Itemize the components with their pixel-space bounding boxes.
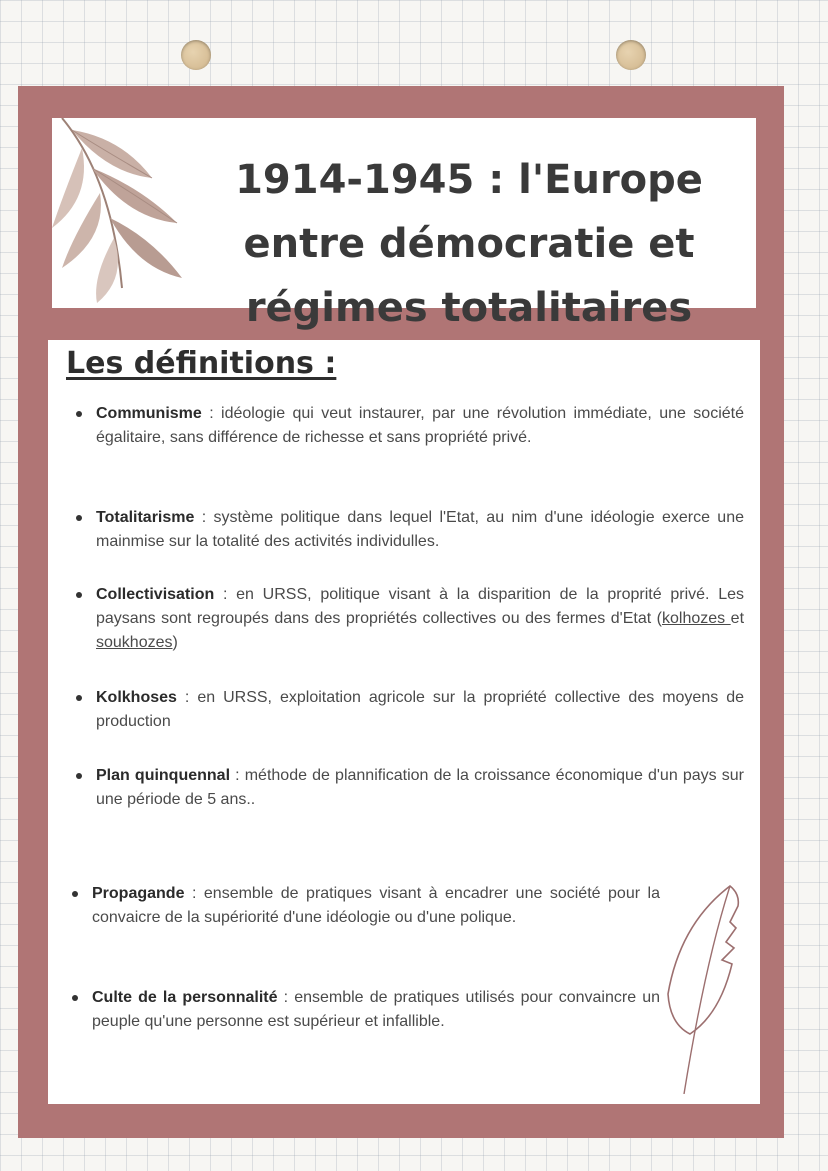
definition-term: Culte de la personnalité [92,989,278,1006]
bullet-icon [72,995,78,1001]
definition-item [92,986,660,1034]
definition-term: Totalitarisme [96,509,195,526]
definition-text: : en URSS, exploitation agricole sur la propriété collective des moyens de production [96,689,744,730]
binder-hole-left [181,40,211,70]
card-frame [18,86,784,1138]
feather-icon [660,884,750,1094]
definition-text: : en URSS, politique visant à la disparition de la proprité privé. Les paysans sont regroupés dans des propriétés collectives ou des fermes d'Etat ( [96,586,744,627]
definition-underlined: kolhozes [662,610,731,627]
definition-term: Propagande [92,885,185,902]
section-title: Les définitions : [66,346,337,381]
bullet-icon [76,773,82,779]
definition-text: et [730,610,745,627]
title-box [52,118,756,331]
definition-item [96,506,744,554]
definition-term: Communisme [96,405,202,422]
binder-hole-right [616,40,646,70]
definition-underlined: soukhozes [96,634,173,651]
bullet-icon [76,695,82,701]
definition-item [96,402,744,450]
definition-text: : méthode de plannification de la croissance économique d'un pays sur une période de 5 ans.. [96,767,744,808]
definition-item [96,686,744,734]
definitions-box [48,340,760,1104]
definition-text: : ensemble de pratiques utilisés pour convaincre un peuple qu'une personne est supérieur et infallible. [92,989,661,1030]
definition-term: Kolkhoses [96,689,177,706]
bullet-icon [72,891,78,897]
bullet-icon [76,515,82,521]
definition-term: Plan quinquennal [96,767,231,784]
definition-term: Collectivisation [96,586,215,603]
definition-text: ) [172,634,178,651]
bullet-icon [76,592,82,598]
definition-item [96,764,744,812]
bullet-icon [76,411,82,417]
definition-text: : système politique dans lequel l'Etat, au nim d'une idéologie exerce une mainmise sur la totalité des activités individulles. [96,509,744,550]
definition-text: : idéologie qui veut instaurer, par une révolution immédiate, une société égalitaire, sans différence de richesse et sans propriété privé. [96,405,744,446]
leaf-branch-icon [52,118,202,308]
definition-item [92,882,660,930]
page-title: 1914-1945 : l'Europe entre démocratie et régimes totalitaires [235,157,703,331]
definition-text: : ensemble de pratiques visant à encadrer une société pour la convaicre de la supériorité d'une idéologie ou d'une polique. [92,885,660,926]
definition-item [96,583,744,655]
